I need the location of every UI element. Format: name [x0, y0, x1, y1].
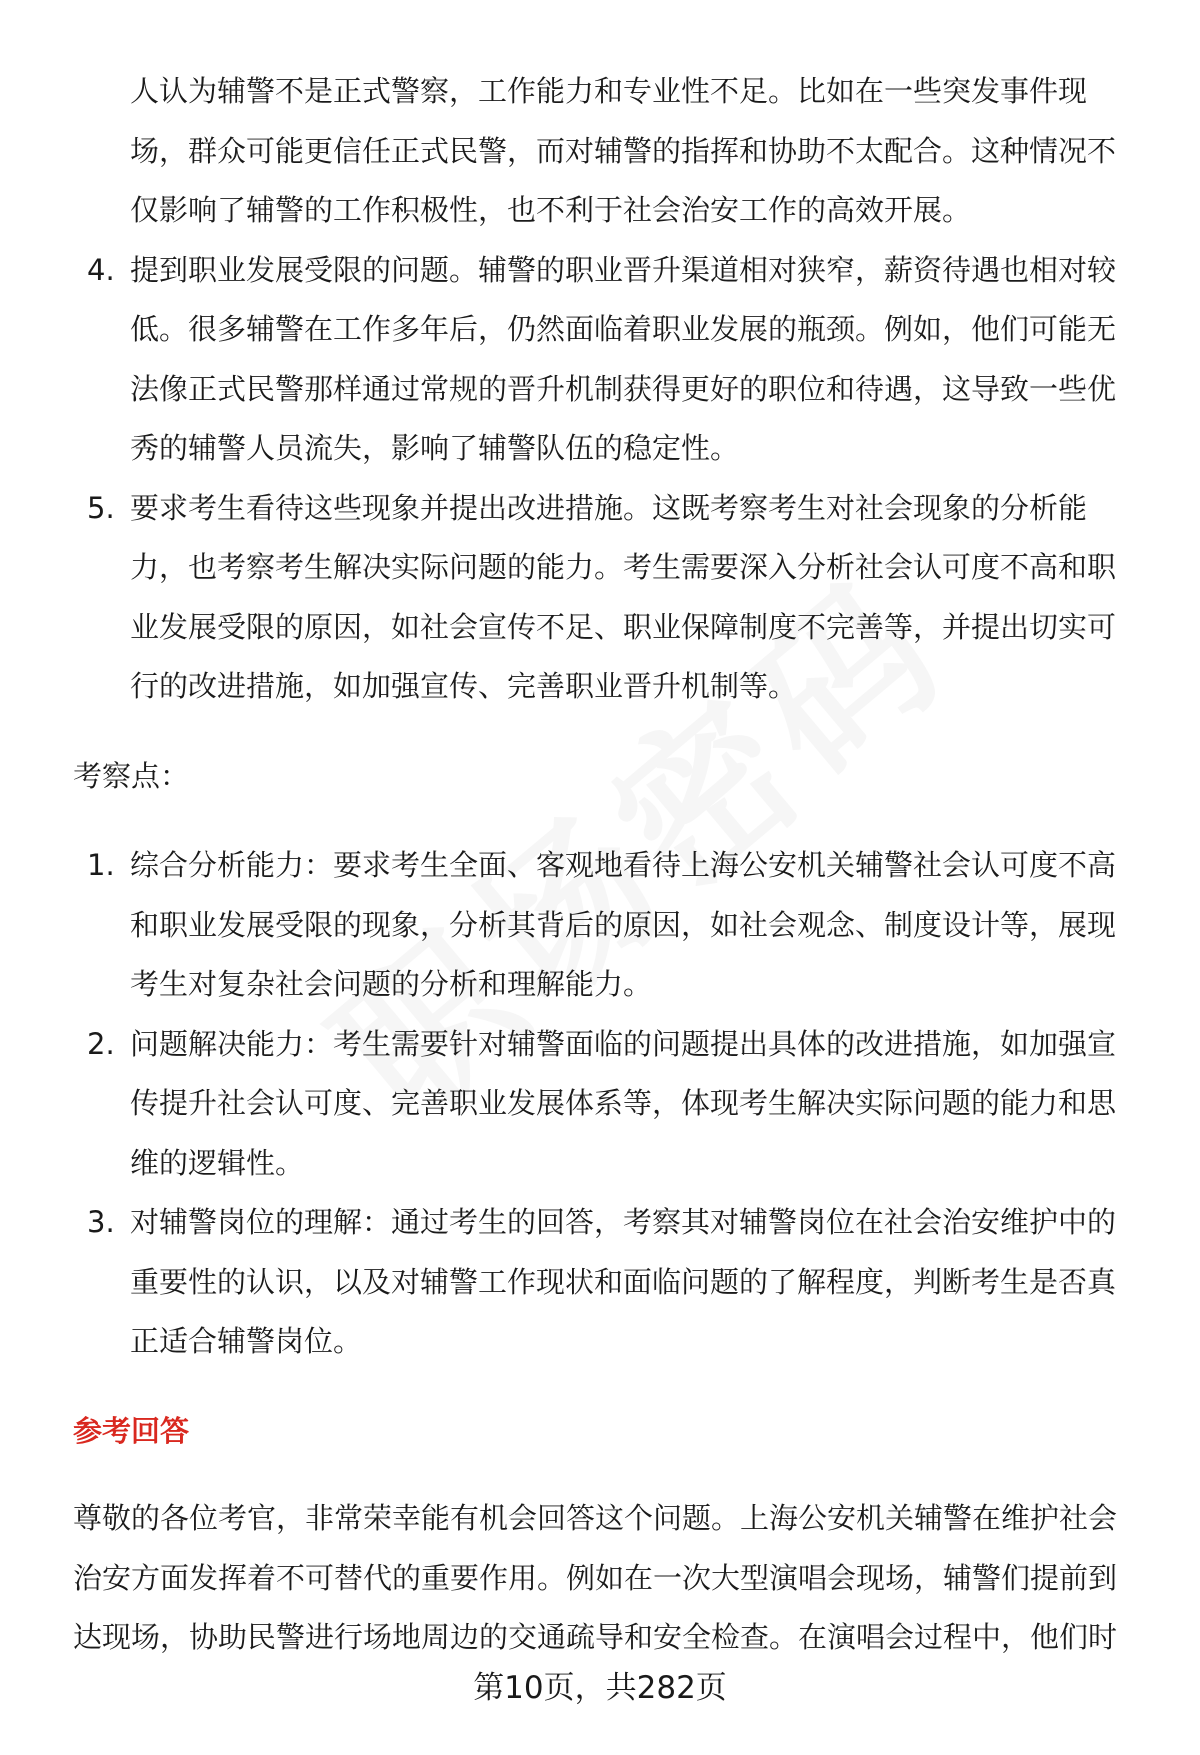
assessment-item-text: 问题解决能力：考生需要针对辅警面临的问题提出具体的改进措施，如加强宣传提升社会认可度、完善职业发展体系等，体现考生解决实际问题的能力和思维的逻辑性。: [130, 1026, 1117, 1180]
assessment-item-text: 综合分析能力：要求考生全面、客观地看待上海公安机关辅警社会认可度不高和职业发展受限的现象，分析其背后的原因，如社会观念、制度设计等，展现考生对复杂社会问题的分析和理解能力。: [130, 848, 1117, 1001]
assessment-label: 考察点：: [73, 758, 190, 793]
analysis-item-number: 4.: [87, 252, 115, 287]
assessment-list: [73, 836, 1143, 1372]
assessment-item: [73, 1193, 1143, 1372]
assessment-item-number: 1.: [87, 848, 115, 882]
reference-heading: 参考回答: [73, 1413, 190, 1448]
assessment-item: [73, 1015, 1143, 1194]
analysis-list: [73, 241, 1143, 717]
page-content: [73, 62, 1143, 1668]
page-footer: 第10页，共282页: [473, 1670, 727, 1706]
analysis-item: [73, 479, 1143, 717]
assessment-item-number: 2.: [87, 1026, 115, 1061]
intro-continuation: 人认为辅警不是正式警察，工作能力和专业性不足。比如在一些突发事件现场，群众可能更信任正式民警，而对辅警的指挥和协助不太配合。这种情况不仅影响了辅警的工作积极性，也不利于社会治安工作的高效开展。: [130, 74, 1117, 227]
analysis-item-number: 5.: [87, 490, 115, 525]
analysis-item: [73, 241, 1143, 479]
assessment-item-text: 对辅警岗位的理解：通过考生的回答，考察其对辅警岗位在社会治安维护中的重要性的认识，以及对辅警工作现状和面临问题的了解程度，判断考生是否真正适合辅警岗位。: [130, 1205, 1117, 1358]
assessment-item: [73, 836, 1143, 1015]
assessment-item-number: 3.: [87, 1205, 115, 1239]
analysis-item-text: 提到职业发展受限的问题。辅警的职业晋升渠道相对狭窄，薪资待遇也相对较低。很多辅警在工作多年后，仍然面临着职业发展的瓶颈。例如，他们可能无法像正式民警那样通过常规的晋升机制获得更好的职位和待遇，这导致一些优秀的辅警人员流失，影响了辅警队伍的稳定性。: [130, 252, 1117, 465]
reference-answer: 尊敬的各位考官，非常荣幸能有机会回答这个问题。上海公安机关辅警在维护社会治安方面发挥着不可替代的重要作用。例如在一次大型演唱会现场，辅警们提前到达现场，协助民警进行场地周边的交通疏导和安全检查。在演唱会过程中，他们时: [73, 1501, 1118, 1654]
analysis-item-text: 要求考生看待这些现象并提出改进措施。这既考察考生对社会现象的分析能力，也考察考生解决实际问题的能力。考生需要深入分析社会认可度不高和职业发展受限的原因，如社会宣传不足、职业保障制度不完善等，并提出切实可行的改进措施，如加强宣传、完善职业晋升机制等。: [130, 490, 1117, 703]
